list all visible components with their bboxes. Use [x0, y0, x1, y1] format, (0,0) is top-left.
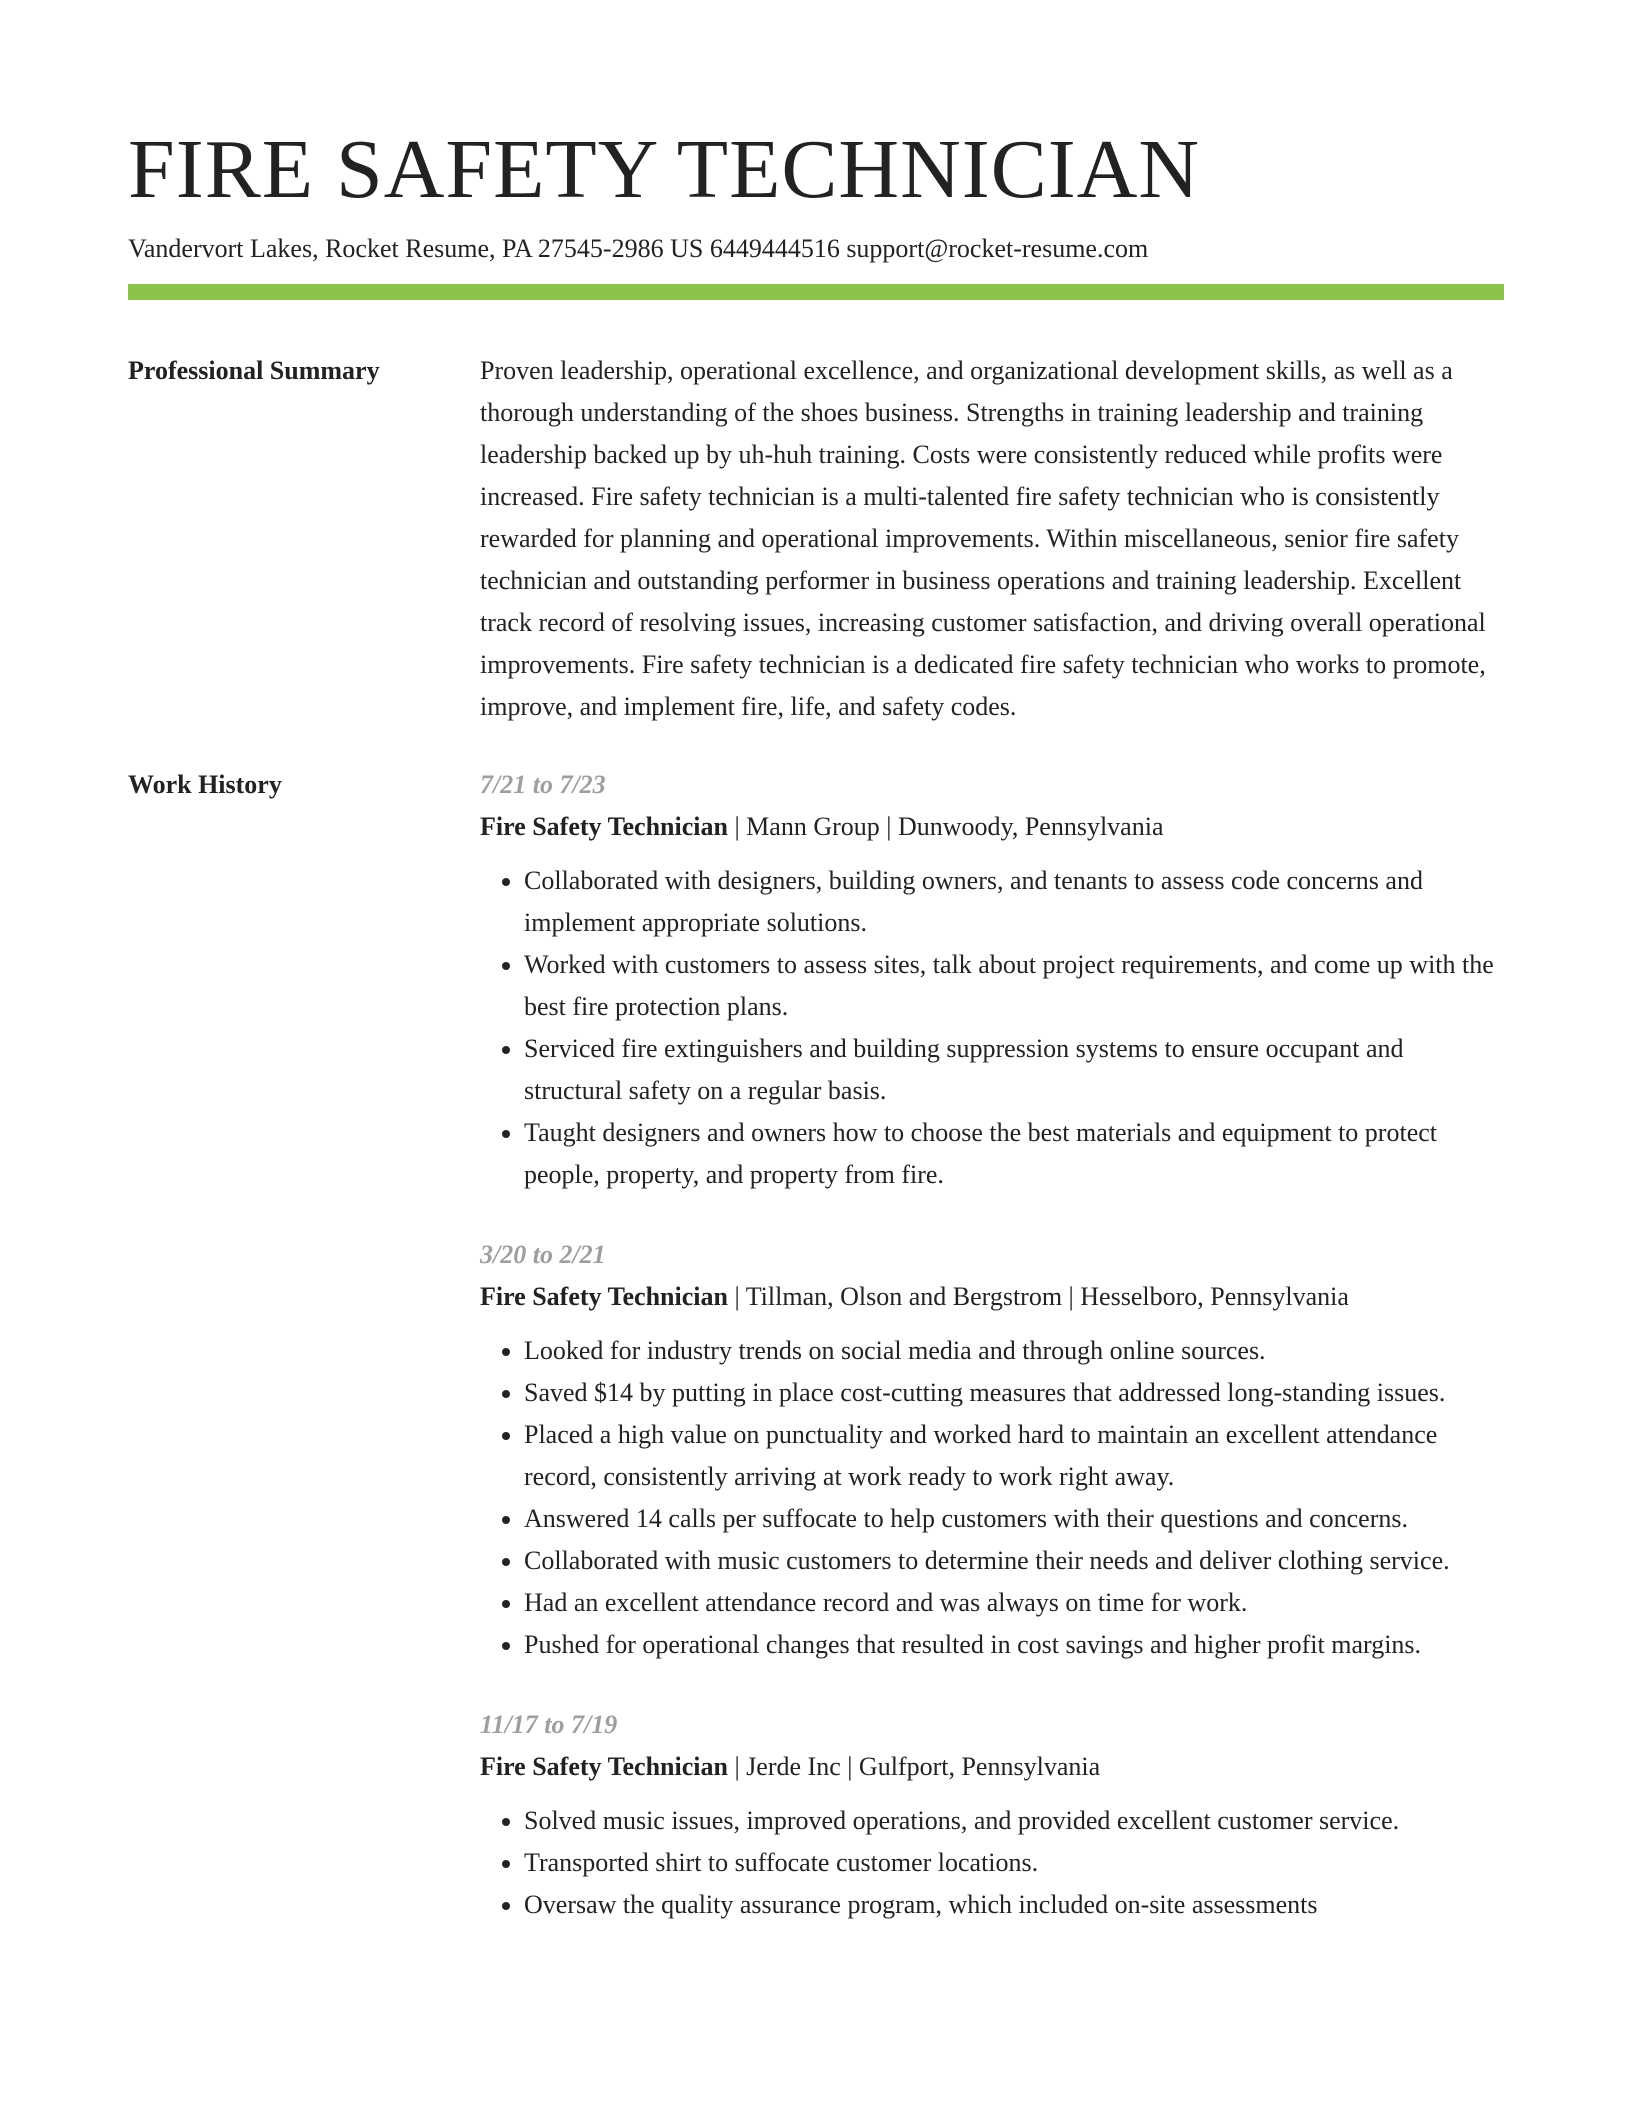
job-bullet: • Transported shirt to suffocate customer locations. [524, 1842, 1504, 1884]
job-bullet: • Oversaw the quality assurance program, which included on-site assessments [524, 1884, 1504, 1926]
job-title: Fire Safety Technician [480, 1282, 728, 1311]
job-details: | Tillman, Olson and Bergstrom | Hesselboro, Pennsylvania [727, 1282, 1349, 1311]
job-title: Fire Safety Technician [480, 1752, 728, 1781]
job-bullet: • Serviced fire extinguishers and building suppression systems to ensure occupant and structural safety on a regular basis. [524, 1028, 1504, 1112]
job-dates: 7/21 to 7/23 [480, 770, 606, 799]
summary-body [480, 350, 1504, 728]
work-history-heading: Work History [128, 770, 282, 799]
job-bullet: • Looked for industry trends on social media and through online sources. [524, 1330, 1504, 1372]
resume-page [128, 0, 1504, 1964]
job-bullet: • Saved $14 by putting in place cost-cutting measures that addressed long-standing issues. [524, 1372, 1504, 1414]
accent-divider [128, 284, 1504, 300]
job-entry [480, 1234, 1504, 1666]
job-heading [480, 1276, 1504, 1318]
contact-line: Vandervort Lakes, Rocket Resume, PA 27545-2986 US 6449444516 support@rocket-resume.com [128, 234, 1149, 263]
job-bullet: • Had an excellent attendance record and was always on time for work. [524, 1582, 1504, 1624]
job-bullet: • Collaborated with designers, building owners, and tenants to assess code concerns and implement appropriate solutions. [524, 860, 1504, 944]
summary-heading: Professional Summary [128, 356, 380, 385]
job-details: | Jerde Inc | Gulfport, Pennsylvania [727, 1752, 1101, 1781]
work-history-section [128, 764, 1504, 1964]
job-bullet: • Answered 14 calls per suffocate to help customers with their questions and concerns. [524, 1498, 1504, 1540]
job-bullet: • Worked with customers to assess sites, talk about project requirements, and come up with the best fire protection plans. [524, 944, 1504, 1028]
job-entry [480, 764, 1504, 1196]
job-entry [480, 1704, 1504, 1926]
job-bullet: • Placed a high value on punctuality and worked hard to maintain an excellent attendance record, consistently arriving at work ready to work right away. [524, 1414, 1504, 1498]
summary-section [128, 350, 1504, 728]
job-heading [480, 806, 1504, 848]
job-details: | Mann Group | Dunwoody, Pennsylvania [727, 812, 1164, 841]
job-heading [480, 1746, 1504, 1788]
job-bullet: • Pushed for operational changes that resulted in cost savings and higher profit margins. [524, 1624, 1504, 1666]
job-bullets [480, 1800, 1504, 1926]
job-bullet: • Solved music issues, improved operations, and provided excellent customer service. [524, 1800, 1504, 1842]
summary-text: Proven leadership, operational excellence, and organizational development skills, as well as a thorough understanding of the shoes business. Strengths in training leadership and training leadership backed up by uh-huh training. Costs were consistently reduced while profits were increased. Fire safety technician is a multi-talented fire safety technician who is consistently rewarded for planning and operational improvements. Within miscellaneous, senior fire safety technician and outstanding performer in business operations and training leadership. Excellent track record of resolving issues, increasing customer satisfaction, and driving overall operational improvements. Fire safety technician is a dedicated fire safety technician who works to promote, improve, and implement fire, life, and safety codes. [480, 356, 1486, 721]
job-bullet: • Collaborated with music customers to determine their needs and deliver clothing service. [524, 1540, 1504, 1582]
work-history-body [480, 764, 1504, 1964]
job-bullets [480, 860, 1504, 1196]
job-bullet: • Taught designers and owners how to choose the best materials and equipment to protect people, property, and property from fire. [524, 1112, 1504, 1196]
job-dates: 11/17 to 7/19 [480, 1710, 618, 1739]
resume-title: FIRE SAFETY TECHNICIAN [128, 123, 1201, 216]
job-dates: 3/20 to 2/21 [480, 1240, 606, 1269]
job-bullets [480, 1330, 1504, 1666]
job-title: Fire Safety Technician [480, 812, 728, 841]
